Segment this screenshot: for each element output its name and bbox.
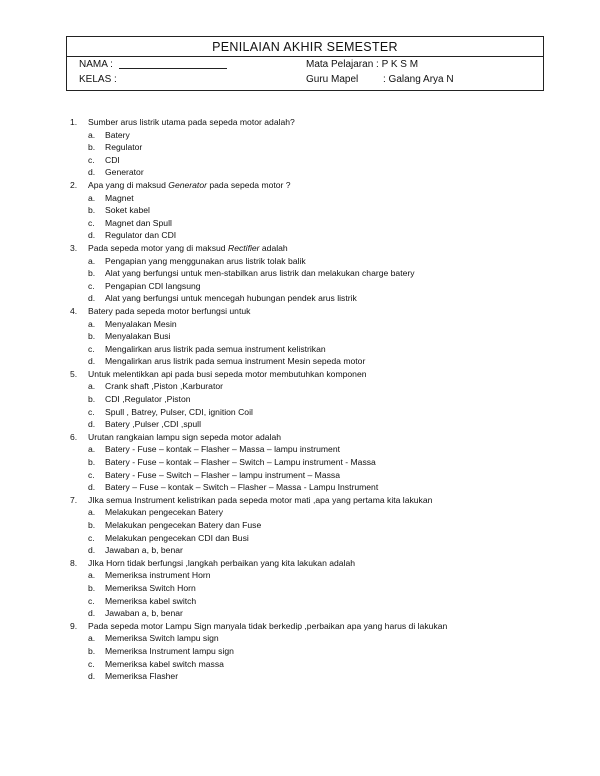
answer-option xyxy=(70,217,540,230)
option-text: Memeriksa Instrument lampu sign xyxy=(105,645,234,656)
question-number: 8. xyxy=(70,557,78,568)
question-item xyxy=(70,116,540,179)
question-number: 1. xyxy=(70,117,78,127)
question-number: 9. xyxy=(70,620,78,631)
question-text xyxy=(88,431,281,444)
question-text xyxy=(88,242,288,255)
answer-option xyxy=(70,343,540,356)
answer-option xyxy=(70,582,540,595)
answer-option xyxy=(70,255,540,268)
option-text: Batery - Fuse – Switch – Flasher – lampu instrument – Massa xyxy=(105,469,340,480)
option-letter: a. xyxy=(88,318,96,329)
option-text: Pengapian CDI langsung xyxy=(105,280,201,291)
option-letter: c. xyxy=(88,469,95,480)
option-list xyxy=(70,380,540,430)
option-text: Generator xyxy=(105,167,144,178)
question-line xyxy=(70,368,540,381)
answer-option xyxy=(70,595,540,608)
question-line xyxy=(70,557,540,570)
option-letter: b. xyxy=(88,268,96,279)
option-letter: b. xyxy=(88,205,96,216)
option-letter: b. xyxy=(88,331,96,342)
answer-option xyxy=(70,267,540,280)
option-text: Alat yang berfungsi untuk men-stabilkan arus listrik dan melakukan charge batery xyxy=(105,268,415,279)
question-text-part: Apa yang di maksud xyxy=(88,179,169,190)
question-number: 2. xyxy=(70,179,78,190)
kelas-label: KELAS : xyxy=(79,74,117,85)
question-number: 4. xyxy=(70,305,78,316)
option-text: Mengalirkan arus listrik pada semua instrument Mesin sepeda motor xyxy=(105,356,366,367)
option-text: Mengalirkan arus listrik pada semua instrument kelistrikan xyxy=(105,343,326,354)
question-item xyxy=(70,431,540,494)
question-text xyxy=(88,179,291,192)
option-text: Memeriksa Switch Horn xyxy=(105,582,196,593)
option-letter: d. xyxy=(88,293,96,304)
option-letter: d. xyxy=(88,482,96,493)
option-text: Memeriksa instrument Horn xyxy=(105,570,211,581)
question-line xyxy=(70,305,540,318)
option-text: Memeriksa Switch lampu sign xyxy=(105,633,219,644)
nama-field-line xyxy=(119,68,227,69)
exam-header xyxy=(66,36,544,91)
option-list xyxy=(70,192,540,242)
option-letter: c. xyxy=(88,406,95,417)
option-letter: b. xyxy=(88,520,96,530)
answer-option xyxy=(70,406,540,419)
option-text: Batery – Fuse – kontak – Switch – Flasher – Massa - Lampu Instrument xyxy=(105,482,379,493)
option-letter: c. xyxy=(88,217,95,228)
option-letter: c. xyxy=(88,595,95,606)
mapel-label: Mata Pelajaran : P K S M xyxy=(306,59,419,70)
answer-option xyxy=(70,141,540,154)
guru-label: Guru Mapel xyxy=(306,74,359,85)
answer-option xyxy=(70,670,540,683)
option-list xyxy=(70,569,540,619)
option-letter: b. xyxy=(88,457,96,468)
option-letter: b. xyxy=(88,645,96,656)
answer-option xyxy=(70,481,540,494)
option-letter: d. xyxy=(88,671,96,682)
question-item xyxy=(70,557,540,620)
option-letter: c. xyxy=(88,154,95,165)
question-item xyxy=(70,242,540,305)
option-letter: c. xyxy=(88,658,95,669)
option-letter: a. xyxy=(88,192,96,203)
option-text: Regulator xyxy=(105,142,143,153)
question-number: 7. xyxy=(70,494,78,505)
answer-option xyxy=(70,280,540,293)
question-item xyxy=(70,305,540,368)
option-list xyxy=(70,318,540,368)
option-text: Magnet xyxy=(105,192,134,203)
answer-option xyxy=(70,632,540,645)
option-text: Soket kabel xyxy=(105,205,150,216)
option-text: Memeriksa kabel switch xyxy=(105,595,197,606)
nama-label: NAMA : xyxy=(79,59,113,70)
option-text: Menyalakan Busi xyxy=(105,331,171,342)
question-line xyxy=(70,494,540,507)
option-text: Batery xyxy=(105,129,130,140)
option-list xyxy=(70,443,540,493)
question-text-part: JIka Horn tidak berfungsi ,langkah perbaikan yang kita lakukan adalah xyxy=(88,557,356,568)
question-text-part: Urutan rangkaian lampu sign sepeda motor adalah xyxy=(88,431,282,442)
answer-option xyxy=(70,318,540,331)
option-text: Melakukan pengecekan Batery xyxy=(105,507,224,518)
option-text: Crank shaft ,Piston ,Karburator xyxy=(105,381,223,392)
option-text: CDI ,Regulator ,Piston xyxy=(105,394,191,405)
option-list xyxy=(70,255,540,305)
question-text-part: Pada sepeda motor yang di maksud xyxy=(88,242,228,253)
option-letter: d. xyxy=(88,419,96,430)
answer-option xyxy=(70,330,540,343)
question-list xyxy=(70,116,540,683)
question-item xyxy=(70,179,540,242)
answer-option xyxy=(70,192,540,205)
answer-option xyxy=(70,544,540,557)
option-letter: c. xyxy=(88,343,95,354)
answer-option xyxy=(70,292,540,305)
option-letter: a. xyxy=(88,444,96,455)
question-line xyxy=(70,431,540,444)
option-text: Batery - Fuse – kontak – Flasher – Switch – Lampu instrument - Massa xyxy=(105,457,376,468)
option-letter: b. xyxy=(88,582,96,593)
question-text xyxy=(88,305,250,318)
option-text: Melakukan pengecekan Batery dan Fuse xyxy=(105,520,262,530)
option-text: Spull , Batrey, Pulser, CDI, ignition Coil xyxy=(105,406,253,417)
option-text: Memeriksa kabel switch massa xyxy=(105,658,224,669)
question-text-part: Batery pada sepeda motor berfungsi untuk xyxy=(88,305,251,316)
question-number: 5. xyxy=(70,368,78,379)
option-text: Alat yang berfungsi untuk mencegah hubungan pendek arus listrik xyxy=(105,293,357,304)
answer-option xyxy=(70,380,540,393)
answer-option xyxy=(70,645,540,658)
option-text: Pengapian yang menggunakan arus listrik tolak balik xyxy=(105,255,306,266)
option-letter: d. xyxy=(88,545,96,556)
question-item xyxy=(70,368,540,431)
question-text xyxy=(88,494,432,507)
option-text: Batery ,Pulser ,CDI ,spull xyxy=(105,419,201,430)
option-text: Batery - Fuse – kontak – Flasher – Massa – lampu instrument xyxy=(105,444,340,455)
option-text: Menyalakan Mesin xyxy=(105,318,177,329)
answer-option xyxy=(70,393,540,406)
answer-option xyxy=(70,469,540,482)
option-letter: a. xyxy=(88,381,96,392)
option-text: Melakukan pengecekan CDI dan Busi xyxy=(105,532,249,543)
question-text-part: JIka semua Instrument kelistrikan pada sepeda motor mati ,apa yang pertama kita lakukan xyxy=(88,494,433,505)
question-text-part: pada sepeda motor ? xyxy=(206,179,291,190)
answer-option xyxy=(70,166,540,179)
answer-option xyxy=(70,129,540,142)
option-text: CDI xyxy=(105,154,120,165)
answer-option xyxy=(70,229,540,242)
question-term: Rectifier xyxy=(227,242,260,253)
question-term: Generator xyxy=(168,179,207,190)
option-letter: a. xyxy=(88,633,96,644)
question-item xyxy=(70,620,540,683)
answer-option xyxy=(70,506,540,519)
option-letter: a. xyxy=(88,129,96,140)
guru-value: : Galang Arya N xyxy=(383,74,454,85)
answer-option xyxy=(70,519,540,532)
option-list xyxy=(70,129,540,179)
question-text xyxy=(88,557,355,570)
question-text-part: Pada sepeda motor Lampu Sign manyala tidak berkedip ,perbaikan apa yang harus di lakukan xyxy=(88,620,448,631)
option-list xyxy=(70,506,540,556)
question-text xyxy=(88,620,447,633)
question-line xyxy=(70,242,540,255)
option-text: Jawaban a, b, benar xyxy=(105,545,183,556)
answer-option xyxy=(70,532,540,545)
option-letter: c. xyxy=(88,280,95,291)
option-text: Regulator dan CDI xyxy=(105,230,177,241)
option-letter: b. xyxy=(88,394,96,405)
option-letter: a. xyxy=(88,507,96,518)
question-number: 3. xyxy=(70,242,78,253)
option-letter: d. xyxy=(88,608,96,619)
question-text-part: Untuk melentikkan api pada busi sepeda motor membutuhkan komponen xyxy=(88,368,367,379)
answer-option xyxy=(70,569,540,582)
option-list xyxy=(70,632,540,682)
option-letter: c. xyxy=(88,532,95,543)
option-text: Memeriksa Flasher xyxy=(105,671,179,682)
question-line xyxy=(70,116,540,129)
question-number: 6. xyxy=(70,431,78,442)
question-text xyxy=(88,116,295,129)
answer-option xyxy=(70,355,540,368)
answer-option xyxy=(70,607,540,620)
answer-option xyxy=(70,204,540,217)
answer-option xyxy=(70,418,540,431)
question-line xyxy=(70,620,540,633)
option-letter: a. xyxy=(88,570,96,581)
option-letter: d. xyxy=(88,167,96,178)
page-title: PENILAIAN AKHIR SEMESTER xyxy=(67,37,543,57)
option-letter: a. xyxy=(88,255,96,266)
option-text: Jawaban a, b, benar xyxy=(105,608,183,619)
answer-option xyxy=(70,443,540,456)
question-text-part: adalah xyxy=(259,242,288,253)
question-line xyxy=(70,179,540,192)
answer-option xyxy=(70,154,540,167)
option-letter: d. xyxy=(88,230,96,241)
question-text xyxy=(88,368,367,381)
option-letter: b. xyxy=(88,142,96,153)
question-item xyxy=(70,494,540,557)
option-letter: d. xyxy=(88,356,96,367)
answer-option xyxy=(70,456,540,469)
question-text-part: Sumber arus listrik utama pada sepeda motor adalah? xyxy=(88,117,295,127)
answer-option xyxy=(70,658,540,671)
option-text: Magnet dan Spull xyxy=(105,217,172,228)
